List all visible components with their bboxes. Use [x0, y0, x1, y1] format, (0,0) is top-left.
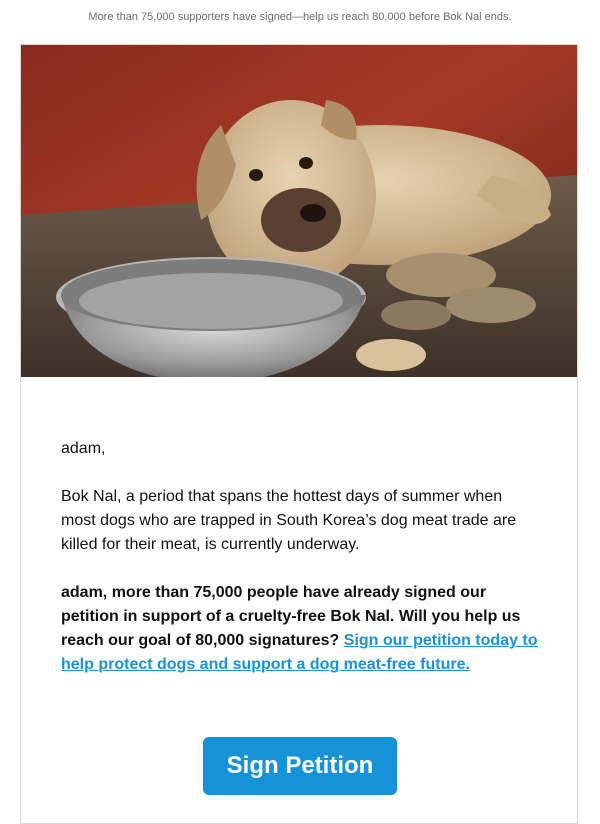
hero-image — [21, 45, 577, 377]
preheader-text: More than 75,000 supporters have signed—help us reach 80,000 before Bok Nal ends. — [88, 11, 512, 23]
greeting: adam, — [61, 440, 106, 457]
petition-paragraph-bold: adam, more than 75,000 people have already signed our petition in support of a cruelty-free Bok Nal. Will you help us reach our goal of 80,000 signatures? — [61, 584, 521, 649]
dog-photo-icon — [21, 45, 577, 377]
sign-petition-button[interactable]: Sign Petition — [203, 737, 397, 795]
petition-link[interactable]: Sign our petition today to help protect dogs and support a dog meat-free future. — [61, 632, 538, 673]
email-card — [20, 44, 578, 824]
petition-paragraph — [61, 581, 541, 677]
intro-paragraph: Bok Nal, a period that spans the hottest days of summer when most dogs who are trapped in South Korea’s dog meat trade are killed for their meat, is currently underway. — [61, 488, 517, 553]
email-body — [61, 437, 541, 701]
